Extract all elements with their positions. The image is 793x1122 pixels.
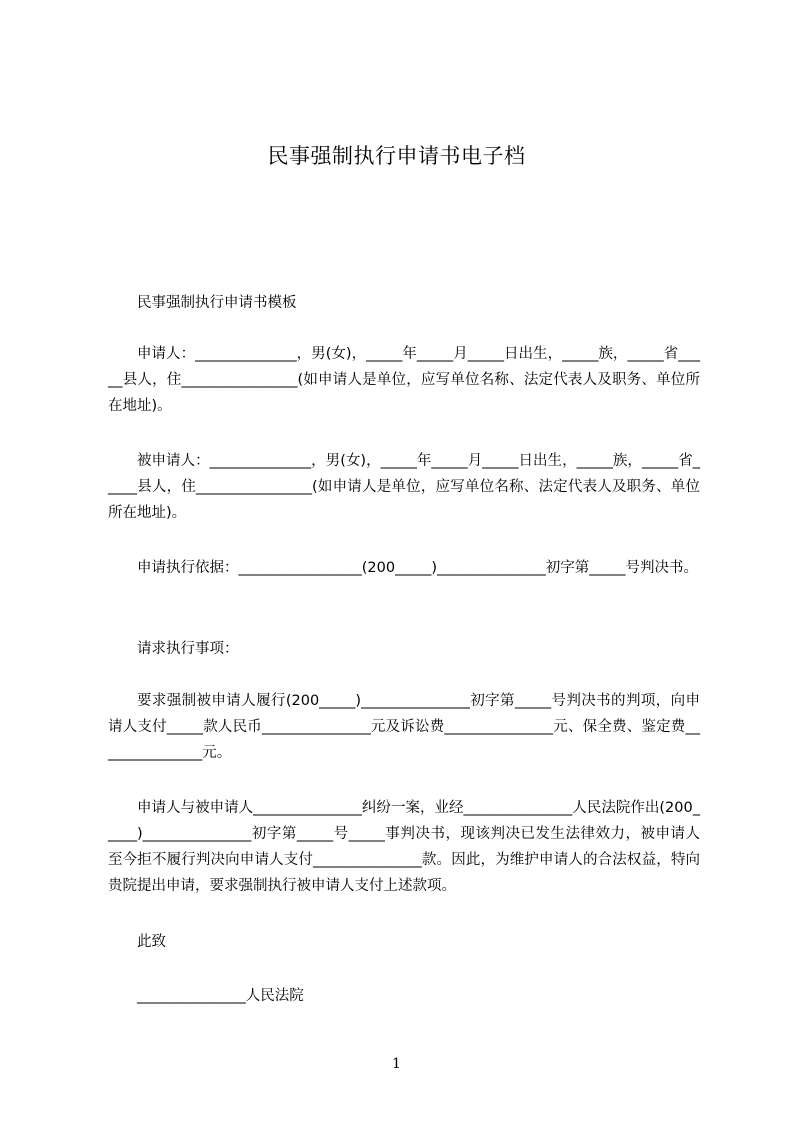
basis-paragraph: 申请执行依据：_________________(200_____)_______________初字第_____号判决书。: [137, 560, 698, 576]
applicant-paragraph: 申请人：______________，男(女)，_____年_____月_____日出生，_____族，_____省_____县人，住________________(如申请人是单位，应写单位名称、法定代表人及职务、单位所在地址)。: [108, 346, 700, 414]
court-line: _______________人民法院: [137, 988, 304, 1004]
template-heading: 民事强制执行申请书模板: [137, 295, 297, 311]
respondent-paragraph: 被申请人：______________，男(女)，_____年_____月_____日出生，_____族，_____省_____县人，住________________(如申请人是单位，应写单位名称、法定代表人及职务、单位所在地址)。: [108, 453, 700, 521]
document-title: 民事强制执行申请书电子档: [267, 144, 526, 168]
page-number: 1: [392, 1056, 401, 1072]
closing-text: 此致: [137, 934, 166, 950]
items-heading: 请求执行事项：: [137, 641, 239, 657]
facts-paragraph: 申请人与被申请人_______________纠纷一案，业经_______________人民法院作出(200_____)_______________初字第_____号_____事判决书，现该判决已发生法律效力，被申请人至今拒不履行判决向申请人支付_______________款。因此，为维护申请人的合法权益，特向贵院提出申请，要求强制执行被申请人支付上述款项。: [108, 800, 700, 894]
request-paragraph: 要求强制被申请人履行(200_____)_______________初字第_____号判决书的判项，向申请人支付_____款人民币_______________元及诉讼费_______________元、保全费、鉴定费_______________元。: [108, 693, 700, 761]
